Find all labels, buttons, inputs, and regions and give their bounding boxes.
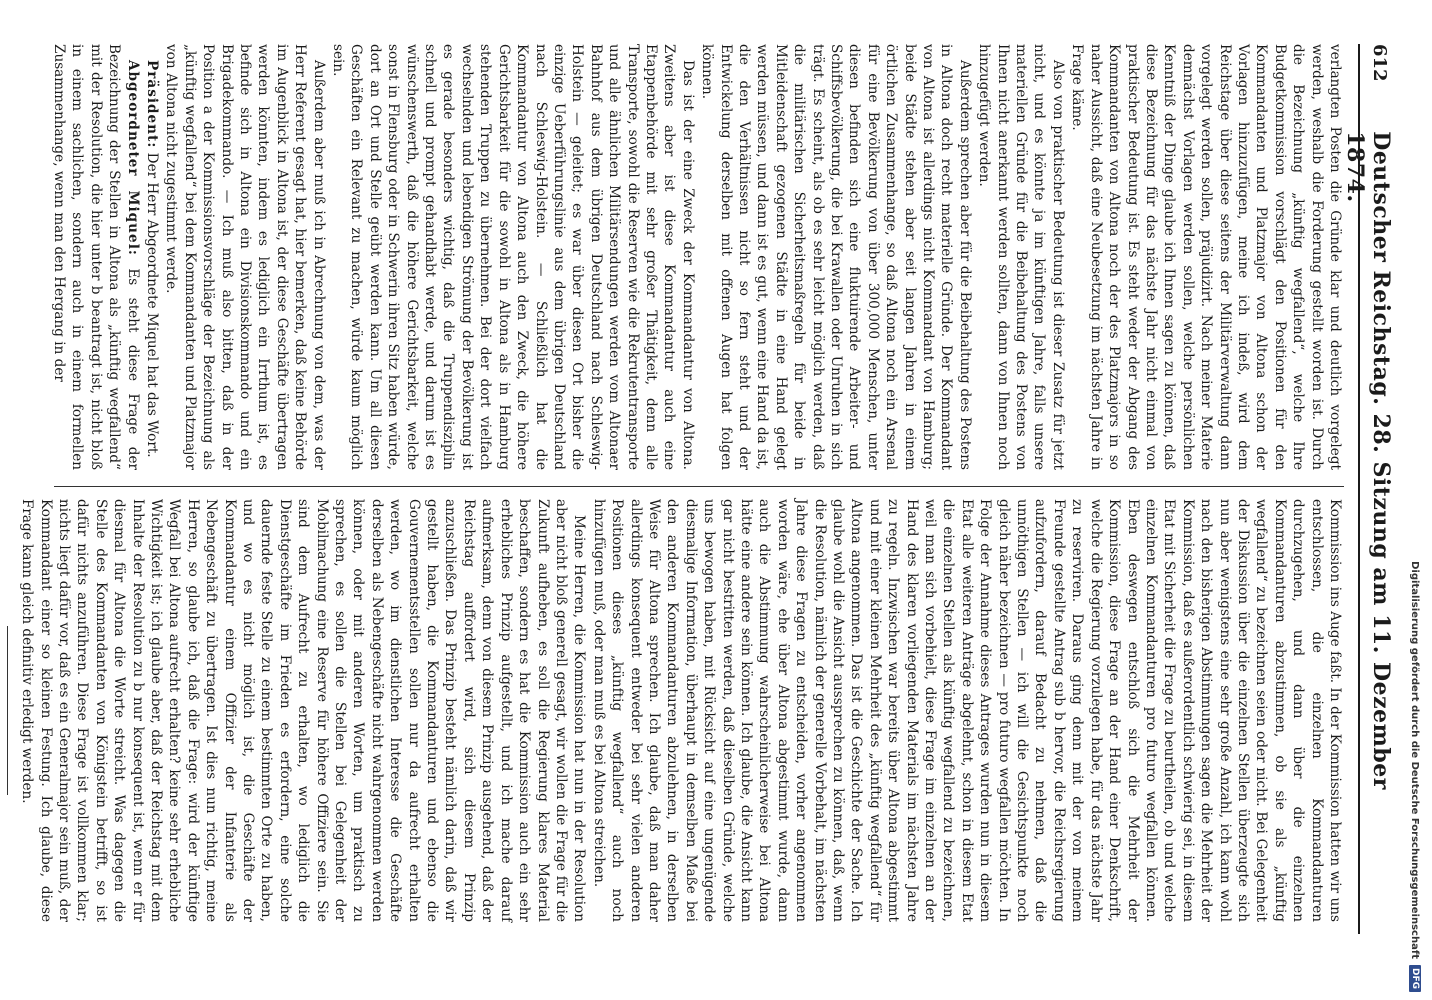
paragraph: verlangten Posten die Gründe klar und deutlich vorgelegt werden, weshalb die Forderung gestellt worden ist. Durch die Bezeichnung „künftig wegfallend“, welche Ihre Budgetkommission vorschlägt den Positionen für den Kommandanten und Platzmajor von Altona schon der Vorlagen hinzuzufügen, meine ich indeß, wird dem Reichstage über diese seitens der Militärverwaltung dann vorgelegt werden sollen, präjudizirt. Nach meiner Materie demnächst Vorlagen werden sollen, welche persönlichen Kenntniß der Dinge glaube ich Ihnen sagen zu können, daß diese Bezeichnung für das nächste Jahr nicht einmal von praktischer Bedeutung ist. Es steht weder der Abgang des Kommandanten von Altona noch der des Platzmajors in so naher Aussicht, daß eine Neubesetzung im nächsten Jahre in Frage käme. [1069,44,1343,470]
page-number: 612 [1369,44,1390,82]
paragraph: Außerdem sprechen aber für die Beibehaltung des Postens in Altona doch recht materielle Gründe. Der Kommandant von Altona ist allerdings nicht Kommandant von Hamburg; beide Städte stehen aber seit langen Jahren in einem örtlichen Zusammenhange, so daß Altona noch ein Arsenal für eine Bevölkerung von über 300,000 Menschen, unter diesen befinden sich eine fluktuirende Arbeiter- und Schiffsbevölkerung, die bei Krawallen oder Unruhen in sich trägt. Es scheint, als ob es sehr leicht möglich werden, daß die militärischen Sicherheitsmaßregeln für beide in Mitleidenschaft gezogenen Städte in eine Hand gelegt werden müssen, und dann ist es gut, wenn eine Hand da ist, die den Verhältnissen nicht so fern steht und der Entwickelung derselben mit offenen Augen hat folgen können. [699,44,973,470]
paragraph: Also von praktischer Bedeutung ist dieser Zusatz für jetzt nicht, und es könnte ja im künftigen Jahre, falls unsere materiellen Gründe für die Beibehaltung des Postens von Ihnen nicht anerkannt werden sollten, dann von Ihnen noch hinzugefügt werden. [976,44,1066,470]
page-header [1342,44,1394,934]
dfg-notice [1404,0,1426,1000]
paragraph: Meine Herren, die Kommission hat nun in der Resolution aber nicht bloß generell gesagt, wir wollen die Frage für die Zukunft aufheben, es soll die Regierung klares Material beschaffen, sondern es hat die Kommission auch ein sehr erhebliches Prinzip aufgestellt, und ich mache darauf aufmerksam, denn von diesem Prinzip ausgehend, daß der Reichstag auffordert wird, sich diesem Prinzip anzuschließen. Das Prinzip besteht nämlich darin, daß wir gestellt haben, die Kommandanturen und ebenso die Gouvernementsstellen sollen nur da aufrecht erhalten werden, wo im dienstlichen Interesse die Geschäfte derselben als Nebengeschäfte nicht wahrgenommen werden können, oder mit anderen Worten, um praktisch zu sprechen, es sollen die Stellen bei Gelegenheit der Mobilmachung eine Reserve für höhere Offiziere sein. Sie sind dem Aufrecht zu erhalten, wo lediglich die Dienstgeschäfte im Frieden es erfordern, eine solche dauernde feste Stelle zu einem bestimmten Orte zu haben, und wo es nicht möglich ist, die Geschäfte der Kommandantur einem Offizier der Infanterie als Nebengeschäft zu übertragen. Ist dies nun richtig, meine Herren, so glaube ich, daß die Frage: wird der künftige Wegfall bei Altona aufrecht erhalten? keine sehr erhebliche Wichtigkeit ist; ich glaube aber, daß der Reichstag mit dem Inhalte der Resolution zu b nur konsequent ist, wenn er für diesmal für Altona die Worte streicht. Was dagegen die Stelle des Kommandanten von Königstein betrifft, so ist dafür nichts anzuführen. Diese Frage ist vollkommen klar; nichts liegt dafür vor, daß es ein Generalmajor sein muß, der Kommandant einer so kleinen Festung. Ich glaube, diese Frage kann gleich definitiv erledigt werden. [19,499,588,922]
dfg-sidebar [1404,0,1426,1000]
left-column [50,44,1344,480]
dfg-logo: DFG [1409,965,1421,992]
text-columns [19,44,1344,934]
paragraph: Das ist der eine Zweck der Kommandantur von Altona. Zweitens aber ist diese Kommandantur auch eine Etappenbehörde mit sehr großer Thätigkeit, denn alle Transporte, sowohl die Reserven wie die Rekrutentransporte und alle ähnlichen Militärsendungen werden vom Altonaer Bahnhof aus dem übrigen Deutschland nach Schleswig-Holstein — geleitet; es war über diesen Ort bisher die einzige Ueberführungslinie aus dem übrigen Deutschland nach Schleswig-Holstein. — Schließlich hat die Kommandantur von Altona auch den Zweck, die höhere Gerichtsbarkeit für die sowohl in Altona als in Hamburg stehenden Truppen zu übernehmen. Bei der dort vielfach wechselnden und lebendigen Strömung der Bevölkerung ist es gerade besonders wichtig, daß die Truppendisziplin schnell und prompt gehandhabt werde, und darum ist es wünschenswerth, daß die höhere Gerichtsbarkeit, welche sonst in Flensburg oder in Schwerin ihren Sitz haben würde, dort an Ort und Stelle geübt werden kann. Um all diesen Geschäften ein Relevant zu machen, würde kaum möglich sein. [330,44,696,470]
speaker-label: Abgeordneter Miquel: [124,60,141,256]
dfg-notice-text: Digitalisierung gefördert durch die Deutsche Forschungsgemeinschaft [1409,561,1421,959]
speaker-text: Es steht diese Frage der Bezeichnung der Stellen in Altona als „künftig wegfallend“ mit der Resolution, die hier unter b beantragt ist, nicht bloß in einem sachlichen, sondern auch in einem formellen Zusammenhange, wenn man den Hergang in der [50,44,141,471]
speaker-paragraph [50,44,142,470]
paragraph: Außerdem aber muß ich in Abrechnung von dem, was der Herr Referent gesagt hat, hier bemerken, daß keine Behörde im Augenblick in Altona ist, der diese Geschäfte übertragen werden könnten, indem es lediglich ein Irrthum ist, es befinde sich in Altona ein Divisionskommando und ein Brigadekommando. — Ich muß also bitten, daß in der Position a der Kommissionsvorschläge der Bezeichnung als „künftig wegfallend“ bei dem Kommandanten und Platzmajor von Altona nicht zugestimmt werde. [163,44,327,470]
speaker-label: Präsident: [144,60,160,149]
right-column [19,486,1344,922]
speaker-paragraph [143,44,161,470]
speaker-text: Der Herr Abgeordnete Miquel hat das Wort. [144,152,160,458]
paragraph: Kommission ins Auge faßt. In der Kommission hatten wir uns entschlossen, die einzelnen Kommandanturen durchzugehen, und dann über die einzelnen Kommandanturen abzustimmen, ob sie als „künftig wegfallend“ zu bezeichnen seien oder nicht. Bei Gelegenheit der Diskussion über die einzelnen Stellen überzeugte sich nun aber wenigstens eine sehr große Anzahl, ich kann wohl nach den bisherigen Abstimmungen sagen die Mehrheit der Kommission, daß es außerordentlich schwierig sei, in diesem Etat mit Sicherheit die Frage zu beurtheilen, ob und welche einzelnen Kommandanturen pro futuro wegfallen können. Eben deswegen entschloß sich die Mehrheit der Kommission, diese Frage an der Hand einer Denkschrift, welche die Regierung vorzulegen habe, für das nächste Jahr zu reserviren. Daraus ging denn mit der von meinem Freunde gestellte Antrag sub b hervor, die Reichsregierung aufzufordern, darauf Bedacht zu nehmen, daß die unnöthigen Stellen — ich will die Gesichtspunkte noch gleich näher bezeichnen — pro futuro wegfallen möchten. In Folge der Annahme dieses Antrages wurden nun in diesem Etat alle weiteren Anträge abgelehnt, schon in diesem Etat die einzelnen Stellen als künftig wegfallend zu bezeichnen, weil man sich vorbehielt, diese Frage im einzelnen an der Hand des klaren vorliegenden Materials im nächsten Jahre zu regeln. Inzwischen war bereits über Altona abgestimmt und mit einer kleinen Mehrheit des „künftig wegfallend“ für Altona angenommen. Das ist die Geschichte der Sache. Ich glaube wohl die Ansicht aussprechen zu können, daß, wenn die Resolution, nämlich der generelle Vorbehalt, im nächsten Jahre diese Fragen zu entscheiden, vorher angenommen worden wäre, ehe über Altona abgestimmt wurde, dann auch die Abstimmung wahrscheinlicherweise bei Altona hätte eine andere sein können. Ich glaube, die Ansicht kann gar nicht bestritten werden, daß dieselben Gründe, welche uns bewogen haben, mit Rücksicht auf eine ungenügende diesmalige Information, überhaupt in demselben Maße bei den anderen Kommandanturen abzulehnen, in derselben Weise für Altona sprechen. Ich glaube, daß man daher allerdings konsequent entweder bei sehr vielen anderen Positionen dieses „künftig wegfallend“ auch noch hinzufügen muß, oder man muß es bei Altona streichen. [590,499,1343,922]
page-content [19,44,1402,934]
end-rule [7,626,8,795]
page-title: Deutscher Reichstag. 28. Sitzung am 11. Dezember 1874. [1342,131,1394,790]
